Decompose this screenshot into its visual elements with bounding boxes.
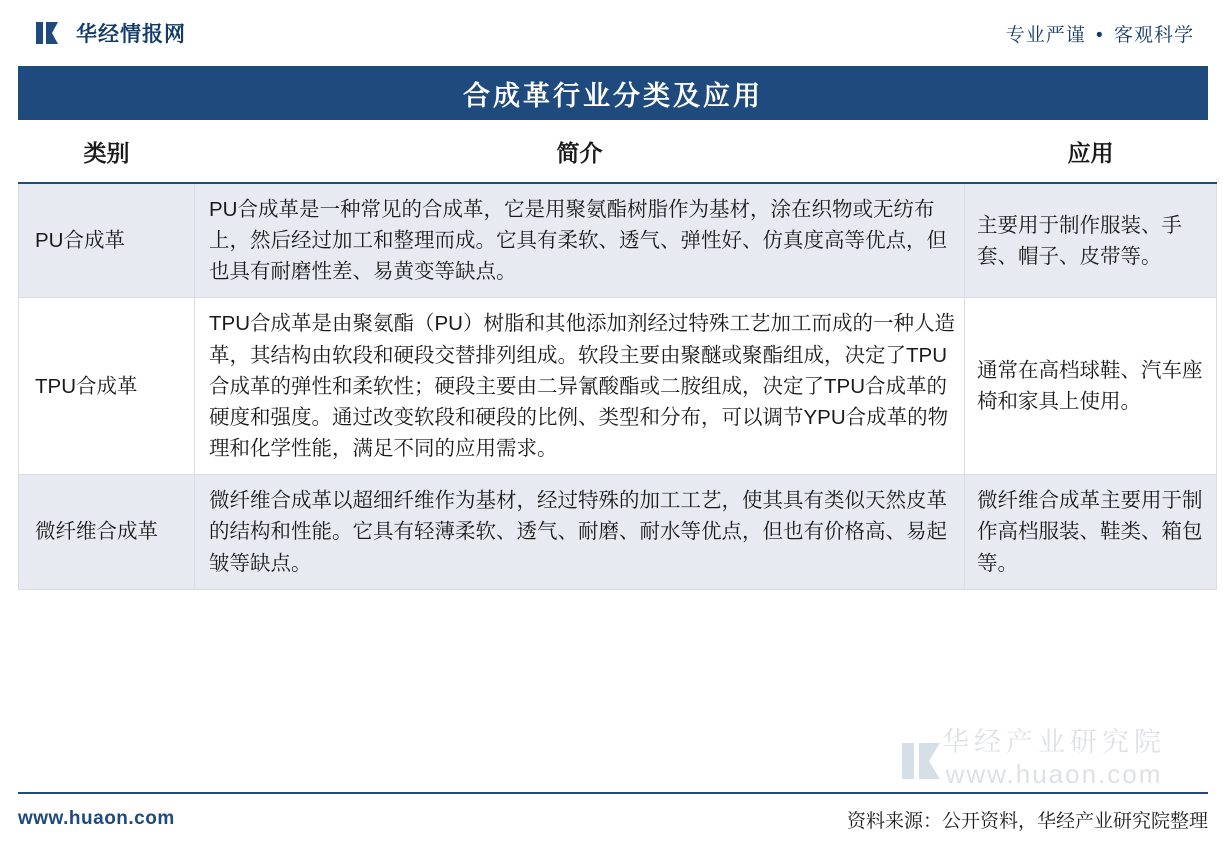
column-header-category: 类别 (19, 120, 195, 183)
table-body (19, 183, 1217, 589)
table-row (19, 298, 1217, 475)
table-row (19, 475, 1217, 589)
tagline-separator: • (1096, 24, 1104, 46)
column-header-application: 应用 (965, 120, 1217, 183)
tagline-right: 客观科学 (1113, 24, 1194, 46)
page-footer (18, 792, 1208, 838)
page-header (14, 0, 1212, 66)
footer-source-note: 资料来源：公开资料，华经产业研究院整理 (846, 810, 1208, 832)
footer-website-url[interactable]: www.huaon.com (18, 808, 175, 829)
watermark-line-1: 华经产业研究院 (942, 727, 1166, 758)
cell-category: 微纤维合成革 (19, 475, 195, 589)
page-title: 合成革行业分类及应用 (463, 80, 763, 111)
brand (36, 18, 186, 48)
tagline-left: 专业严谨 (1005, 24, 1086, 46)
watermark (942, 727, 1166, 790)
cell-category: TPU合成革 (19, 298, 195, 475)
watermark-line-2: www.huaon.com (945, 759, 1163, 790)
table-header (19, 120, 1217, 183)
column-header-description: 简介 (195, 120, 965, 183)
brand-name: 华经情报网 (76, 23, 186, 46)
cell-application: 主要用于制作服装、手套、帽子、皮带等。 (965, 183, 1217, 298)
cell-description: PU合成革是一种常见的合成革，它是用聚氨酯树脂作为基材，涂在织物或无纺布上，然后经过加工和整理而成。它具有柔软、透气、弹性好、仿真度高等优点，但也具有耐磨性差、易黄变等缺点。 (195, 183, 965, 298)
title-bar (18, 66, 1208, 120)
flag-bars-logo-icon (36, 20, 64, 46)
table-header-row (19, 120, 1217, 183)
header-tagline (1006, 20, 1194, 47)
table-row (19, 183, 1217, 298)
classification-table (18, 120, 1217, 590)
watermark-logo-icon (902, 739, 948, 788)
cell-description: 微纤维合成革以超细纤维作为基材，经过特殊的加工工艺，使其具有类似天然皮革的结构和性能。它具有轻薄柔软、透气、耐磨、耐水等优点，但也有价格高、易起皱等缺点。 (195, 475, 965, 589)
cell-description: TPU合成革是由聚氨酯（PU）树脂和其他添加剂经过特殊工艺加工而成的一种人造革，其结构由软段和硬段交替排列组成。软段主要由聚醚或聚酯组成，决定了TPU合成革的弹性和柔软性；硬段主要由二异氰酸酯或二胺组成，决定了TPU合成革的硬度和强度。通过改变软段和硬段的比例、类型和分布，可以调节YPU合成革的物理和化学性能，满足不同的应用需求。 (195, 298, 965, 475)
cell-application: 微纤维合成革主要用于制作高档服装、鞋类、箱包等。 (965, 475, 1217, 589)
cell-application: 通常在高档球鞋、汽车座椅和家具上使用。 (965, 298, 1217, 475)
cell-category: PU合成革 (19, 183, 195, 298)
